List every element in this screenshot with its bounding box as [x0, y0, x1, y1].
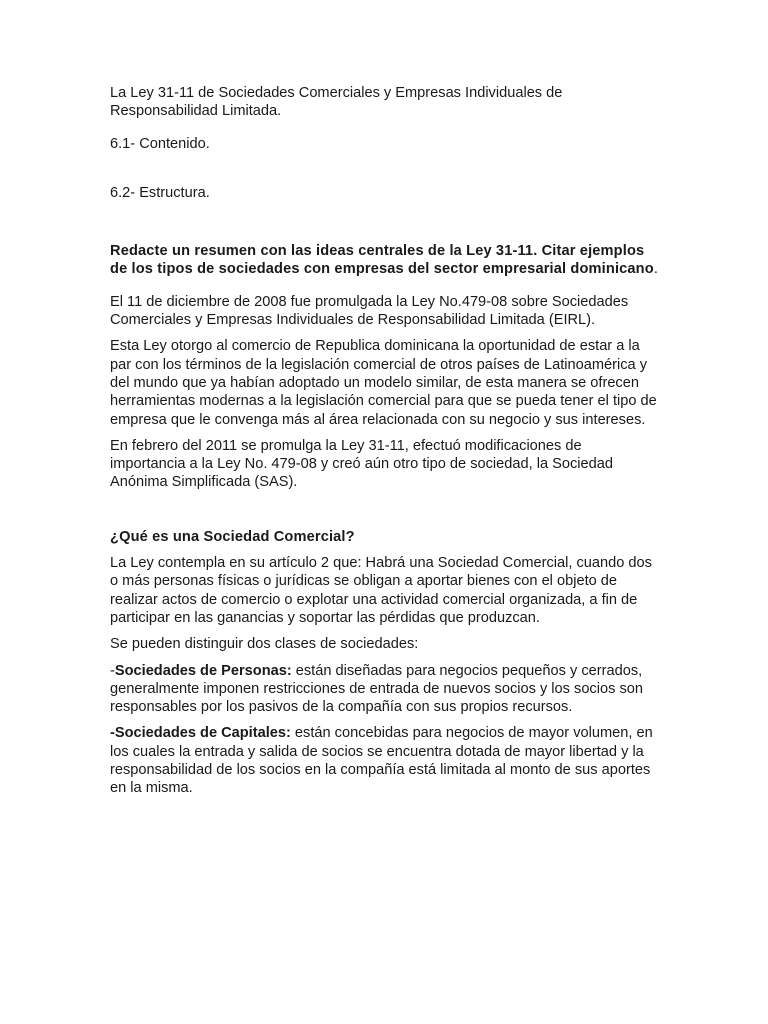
assignment-prompt: [110, 242, 658, 279]
assignment-prompt-text: Redacte un resumen con las ideas centrales de la Ley 31-11. Citar ejemplos de los tipos de sociedades con empresas del sector empresarial dominicano: [110, 243, 654, 278]
persons-text: están diseñadas para negocios pequeños y cerrados, generalmente imponen restricciones de entrada de nuevos socios y los socios son responsables por los pasivos de la compañía con sus propios recursos.: [110, 662, 643, 716]
paragraph-law-31-11: En febrero del 2011 se promulga la Ley 31-11, efectuó modificaciones de importancia a la Ley No. 479-08 y creó aún otro tipo de sociedad, la Sociedad Anónima Simplificada (SAS).: [110, 437, 613, 491]
persons-label: Sociedades de Personas:: [114, 662, 292, 679]
document-page: [110, 84, 658, 798]
paragraph-classes: Se pueden distinguir dos clases de sociedades:: [110, 636, 419, 653]
question-heading: ¿Qué es una Sociedad Comercial?: [110, 528, 355, 545]
paragraph-persons: [110, 662, 658, 717]
paragraph-definition: La Ley contempla en su artículo 2 que: Habrá una Sociedad Comercial, cuando dos o más personas físicas o jurídicas se obligan a aportar bienes con el objeto de realizar actos de comercio o explotar una actividad comercial organizada, a fin de participar en las ganancias y soportar las pérdidas que produzcan.: [110, 555, 652, 626]
assignment-prompt-period: .: [653, 261, 658, 278]
paragraph-capitals: [110, 724, 658, 797]
section-content: 6.1- Contenido.: [110, 135, 210, 152]
paragraph-law-479: El 11 de diciembre de 2008 fue promulgada la Ley No.479-08 sobre Sociedades Comerciales y Empresas Individuales de Responsabilidad Limitada (EIRL).: [110, 293, 629, 329]
section-structure: 6.2- Estructura.: [110, 184, 210, 201]
persons-dash: -: [110, 662, 115, 679]
intro-title: La Ley 31-11 de Sociedades Comerciales y Empresas Individuales de Responsabilidad Limitada.: [110, 85, 563, 120]
capitals-label: -Sociedades de Capitales:: [110, 725, 291, 742]
paragraph-law-benefits: Esta Ley otorgo al comercio de Republica dominicana la oportunidad de estar a la par con los términos de la legislación comercial de otros países de Latinoamérica y del mundo que ya habían adoptado un modelo similar, de esta manera se ofrecen herramientas modernas a la legislación comercial para que se pueda tener el tipo de empresa que le convenga más al área relacionada con su negocio y sus intereses.: [110, 338, 657, 428]
capitals-text: están concebidas para negocios de mayor volumen, en los cuales la entrada y salida de socios se encuentra dotada de mayor libertad y la responsabilidad de los socios en la compañía está limitada al monto de sus aportes en la misma.: [110, 725, 653, 797]
